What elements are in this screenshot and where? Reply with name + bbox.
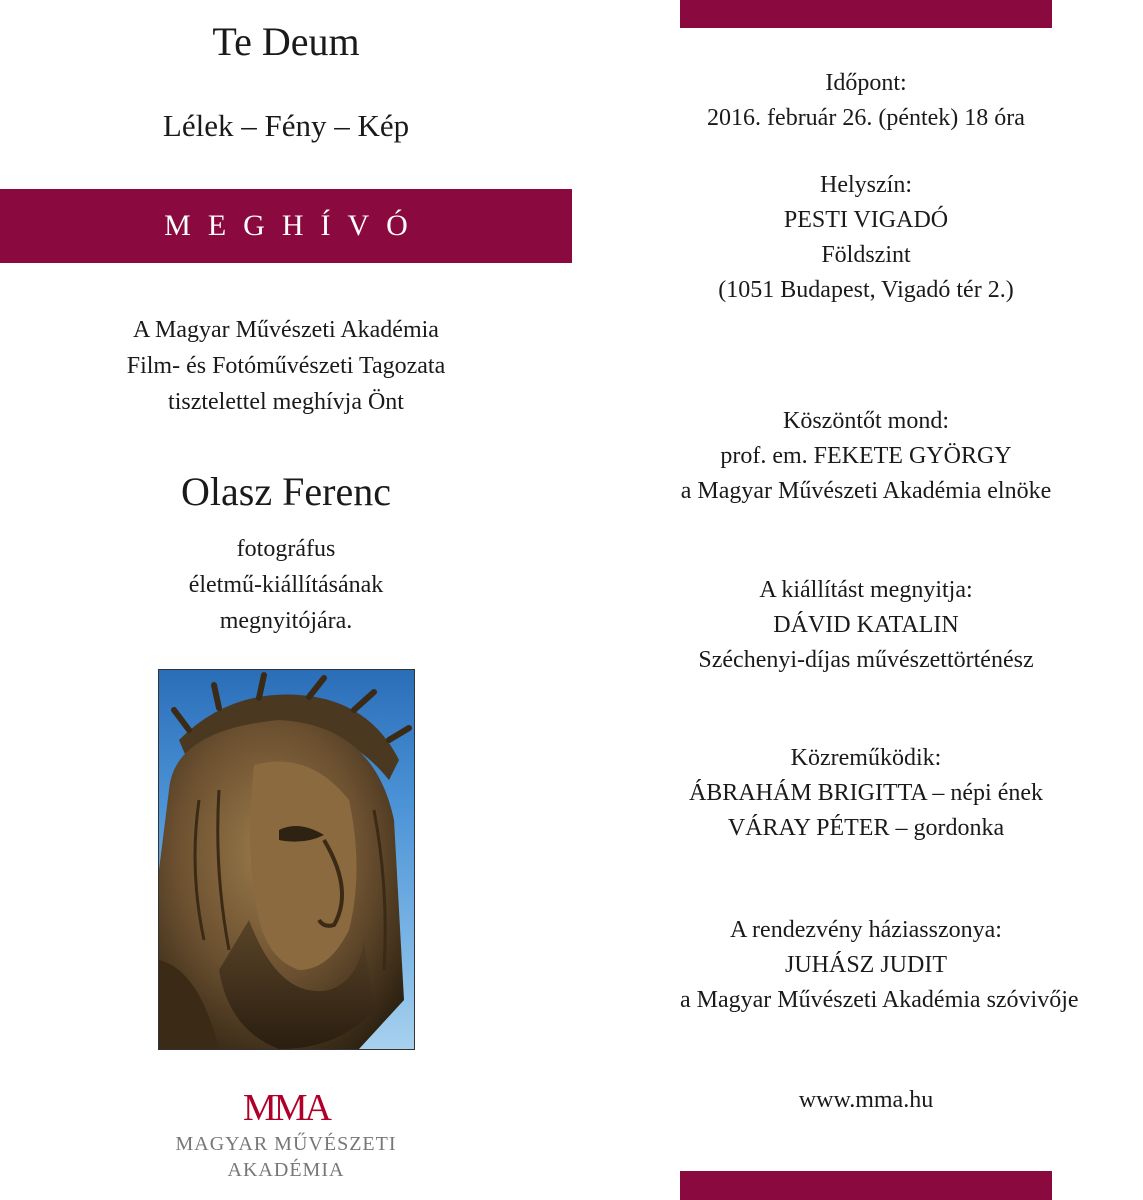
host-person: JUHÁSZ JUDIT bbox=[785, 952, 947, 978]
performer-line: VÁRAY PÉTER – gordonka bbox=[727, 815, 1005, 841]
venue-label: Helyszín: bbox=[820, 172, 912, 198]
performers-label: Közreműködik: bbox=[790, 745, 942, 771]
opening-label: A kiállítást megnyitja: bbox=[759, 577, 973, 603]
host-role: a Magyar Művészeti Akadémia szóvivője bbox=[680, 987, 1079, 1013]
logo-line: MAGYAR MŰVÉSZETI bbox=[175, 1133, 397, 1155]
venue-address: (1051 Budapest, Vigadó tér 2.) bbox=[718, 277, 1014, 303]
invitation-details-panel bbox=[680, 0, 1079, 1200]
mma-logo-mark bbox=[0, 1086, 572, 1126]
invitation-band bbox=[0, 189, 572, 263]
welcome-role: a Magyar Művészeti Akadémia elnöke bbox=[680, 478, 1052, 504]
event-title: Te Deum bbox=[212, 19, 360, 64]
welcome-label: Köszöntőt mond: bbox=[783, 408, 949, 434]
host-block bbox=[680, 913, 1079, 1018]
artist-name: Olasz Ferenc bbox=[181, 469, 391, 514]
statue-illustration bbox=[159, 670, 414, 1049]
opening-person: DÁVID KATALIN bbox=[773, 612, 959, 638]
artist-description bbox=[0, 531, 572, 639]
performer-line: ÁBRAHÁM BRIGITTA – népi ének bbox=[688, 780, 1044, 806]
website-link[interactable]: www.mma.hu bbox=[798, 1087, 934, 1113]
opening-role: Széchenyi-díjas művészettörténész bbox=[698, 647, 1034, 673]
statue-photo bbox=[158, 669, 415, 1050]
venue-floor: Földszint bbox=[821, 242, 911, 268]
bottom-accent-bar bbox=[680, 1171, 1052, 1200]
time-value: 2016. február 26. (péntek) 18 óra bbox=[707, 105, 1025, 131]
time-label: Időpont: bbox=[825, 70, 907, 96]
event-subtitle: Lélek – Fény – Kép bbox=[162, 108, 410, 143]
mma-logo-icon bbox=[236, 1086, 336, 1126]
venue-name: PESTI VIGADÓ bbox=[783, 207, 949, 233]
intro-line: Film- és Fotóművészeti Tagozata bbox=[126, 353, 446, 379]
description-line: fotográfus bbox=[236, 536, 336, 562]
logo-line: AKADÉMIA bbox=[227, 1159, 345, 1181]
top-accent-bar bbox=[680, 0, 1052, 28]
opening-block bbox=[680, 573, 1052, 678]
intro-line: tisztelettel meghívja Önt bbox=[168, 389, 404, 415]
welcome-block bbox=[680, 404, 1052, 509]
welcome-person: prof. em. FEKETE GYÖRGY bbox=[720, 443, 1012, 469]
mma-logo-text bbox=[0, 1131, 572, 1183]
venue-block bbox=[680, 168, 1052, 308]
intro-text bbox=[0, 312, 572, 420]
intro-line: A Magyar Művészeti Akadémia bbox=[133, 317, 439, 343]
host-label: A rendezvény háziasszonya: bbox=[730, 917, 1002, 943]
website-block bbox=[680, 1083, 1052, 1118]
time-block bbox=[680, 66, 1052, 136]
mma-logo-letters: MMA bbox=[242, 1087, 330, 1126]
description-line: életmű-kiállításának bbox=[188, 572, 384, 598]
invitation-label: MEGHÍVÓ bbox=[164, 209, 425, 242]
description-line: megnyitójára. bbox=[219, 608, 353, 634]
performers-block bbox=[680, 741, 1052, 846]
